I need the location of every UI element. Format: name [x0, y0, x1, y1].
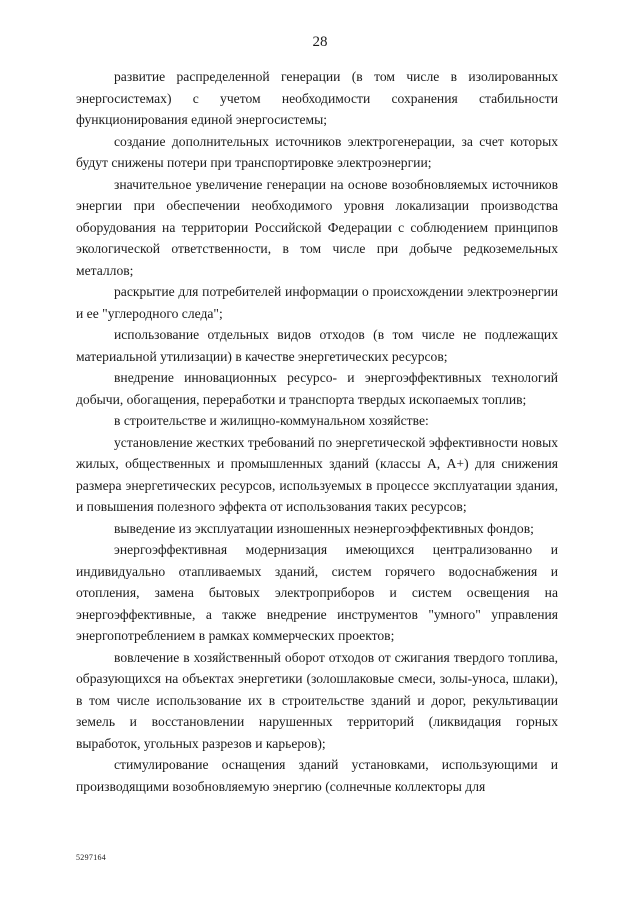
paragraph-innovative-technologies: внедрение инновационных ресурсо- и энергоэффективных технологий добычи, обогащения, переработки и транспорта твердых ископаемых топлив; [76, 370, 558, 407]
paragraph-waste-as-energy-resource: использование отдельных видов отходов (в том числе не подлежащих материальной утилизации) в качестве энергетических ресурсов; [76, 327, 558, 364]
paragraph-construction-housing-heading: в строительстве и жилищно-коммунальном хозяйстве: [114, 413, 429, 428]
paragraph-decommissioning-funds: выведение из эксплуатации изношенных неэнергоэффективных фондов; [114, 520, 534, 536]
paragraph-renewable-installations: стимулирование оснащения зданий установками, использующими и производящими возобновляемую энергию (солнечные коллекторы для [76, 757, 558, 794]
document-footer-code: 5297164 [76, 853, 107, 862]
paragraph-renewable-generation: значительное увеличение генерации на основе возобновляемых источников энергии при обеспечении необходимого уровня локализации производства оборудования на территории Российской Федерации с соблюдением принципов экологической ответственности, в том числе при добыче редкоземельных металлов; [76, 176, 558, 278]
paragraph-building-efficiency-requirements: установление жестких требований по энергетической эффективности новых жилых, общественных и промышленных зданий (классы А, А+) для снижения размера энергетических ресурсов, используемых в процессе эксплуатации здания, и повышения полезного эффекта от использования таких ресурсов; [76, 434, 558, 514]
paragraph-carbon-footprint-disclosure: раскрытие для потребителей информации о происхождении электроэнергии и ее "углеродного следа"; [76, 284, 558, 321]
paragraph-energy-efficient-modernization: энергоэффективная модернизация имеющихся централизованно и индивидуально отапливаемых зданий, систем горячего водоснабжения и отопления, замена бытовых электроприборов и систем освещения на энергоэффективные, а также внедрение инструментов "умного" управления энергопотреблением в рамках коммерческих проектов; [76, 542, 558, 643]
document-body [76, 66, 558, 797]
paragraph-ash-waste-involvement: вовлечение в хозяйственный оборот отходов от сжигания твердого топлива, образующихся на объектах энергетики (золошлаковые смеси, золы-уноса, шлаки), в том числе использование их в строительстве зданий и дорог, рекультивации земель и восстановлении нарушенных территорий (ликвидация горных выработок, угольных разрезов и карьеров); [76, 649, 558, 751]
page-number: 28 [312, 34, 328, 50]
paragraph-distributed-generation: развитие распределенной генерации (в том числе в изолированных энергосистемах) с учетом необходимости сохранения стабильности функционирования единой энергосистемы; [76, 69, 558, 127]
paragraph-additional-generation-sources: создание дополнительных источников электрогенерации, за счет которых будут снижены потери при транспортировке электроэнергии; [76, 133, 558, 170]
